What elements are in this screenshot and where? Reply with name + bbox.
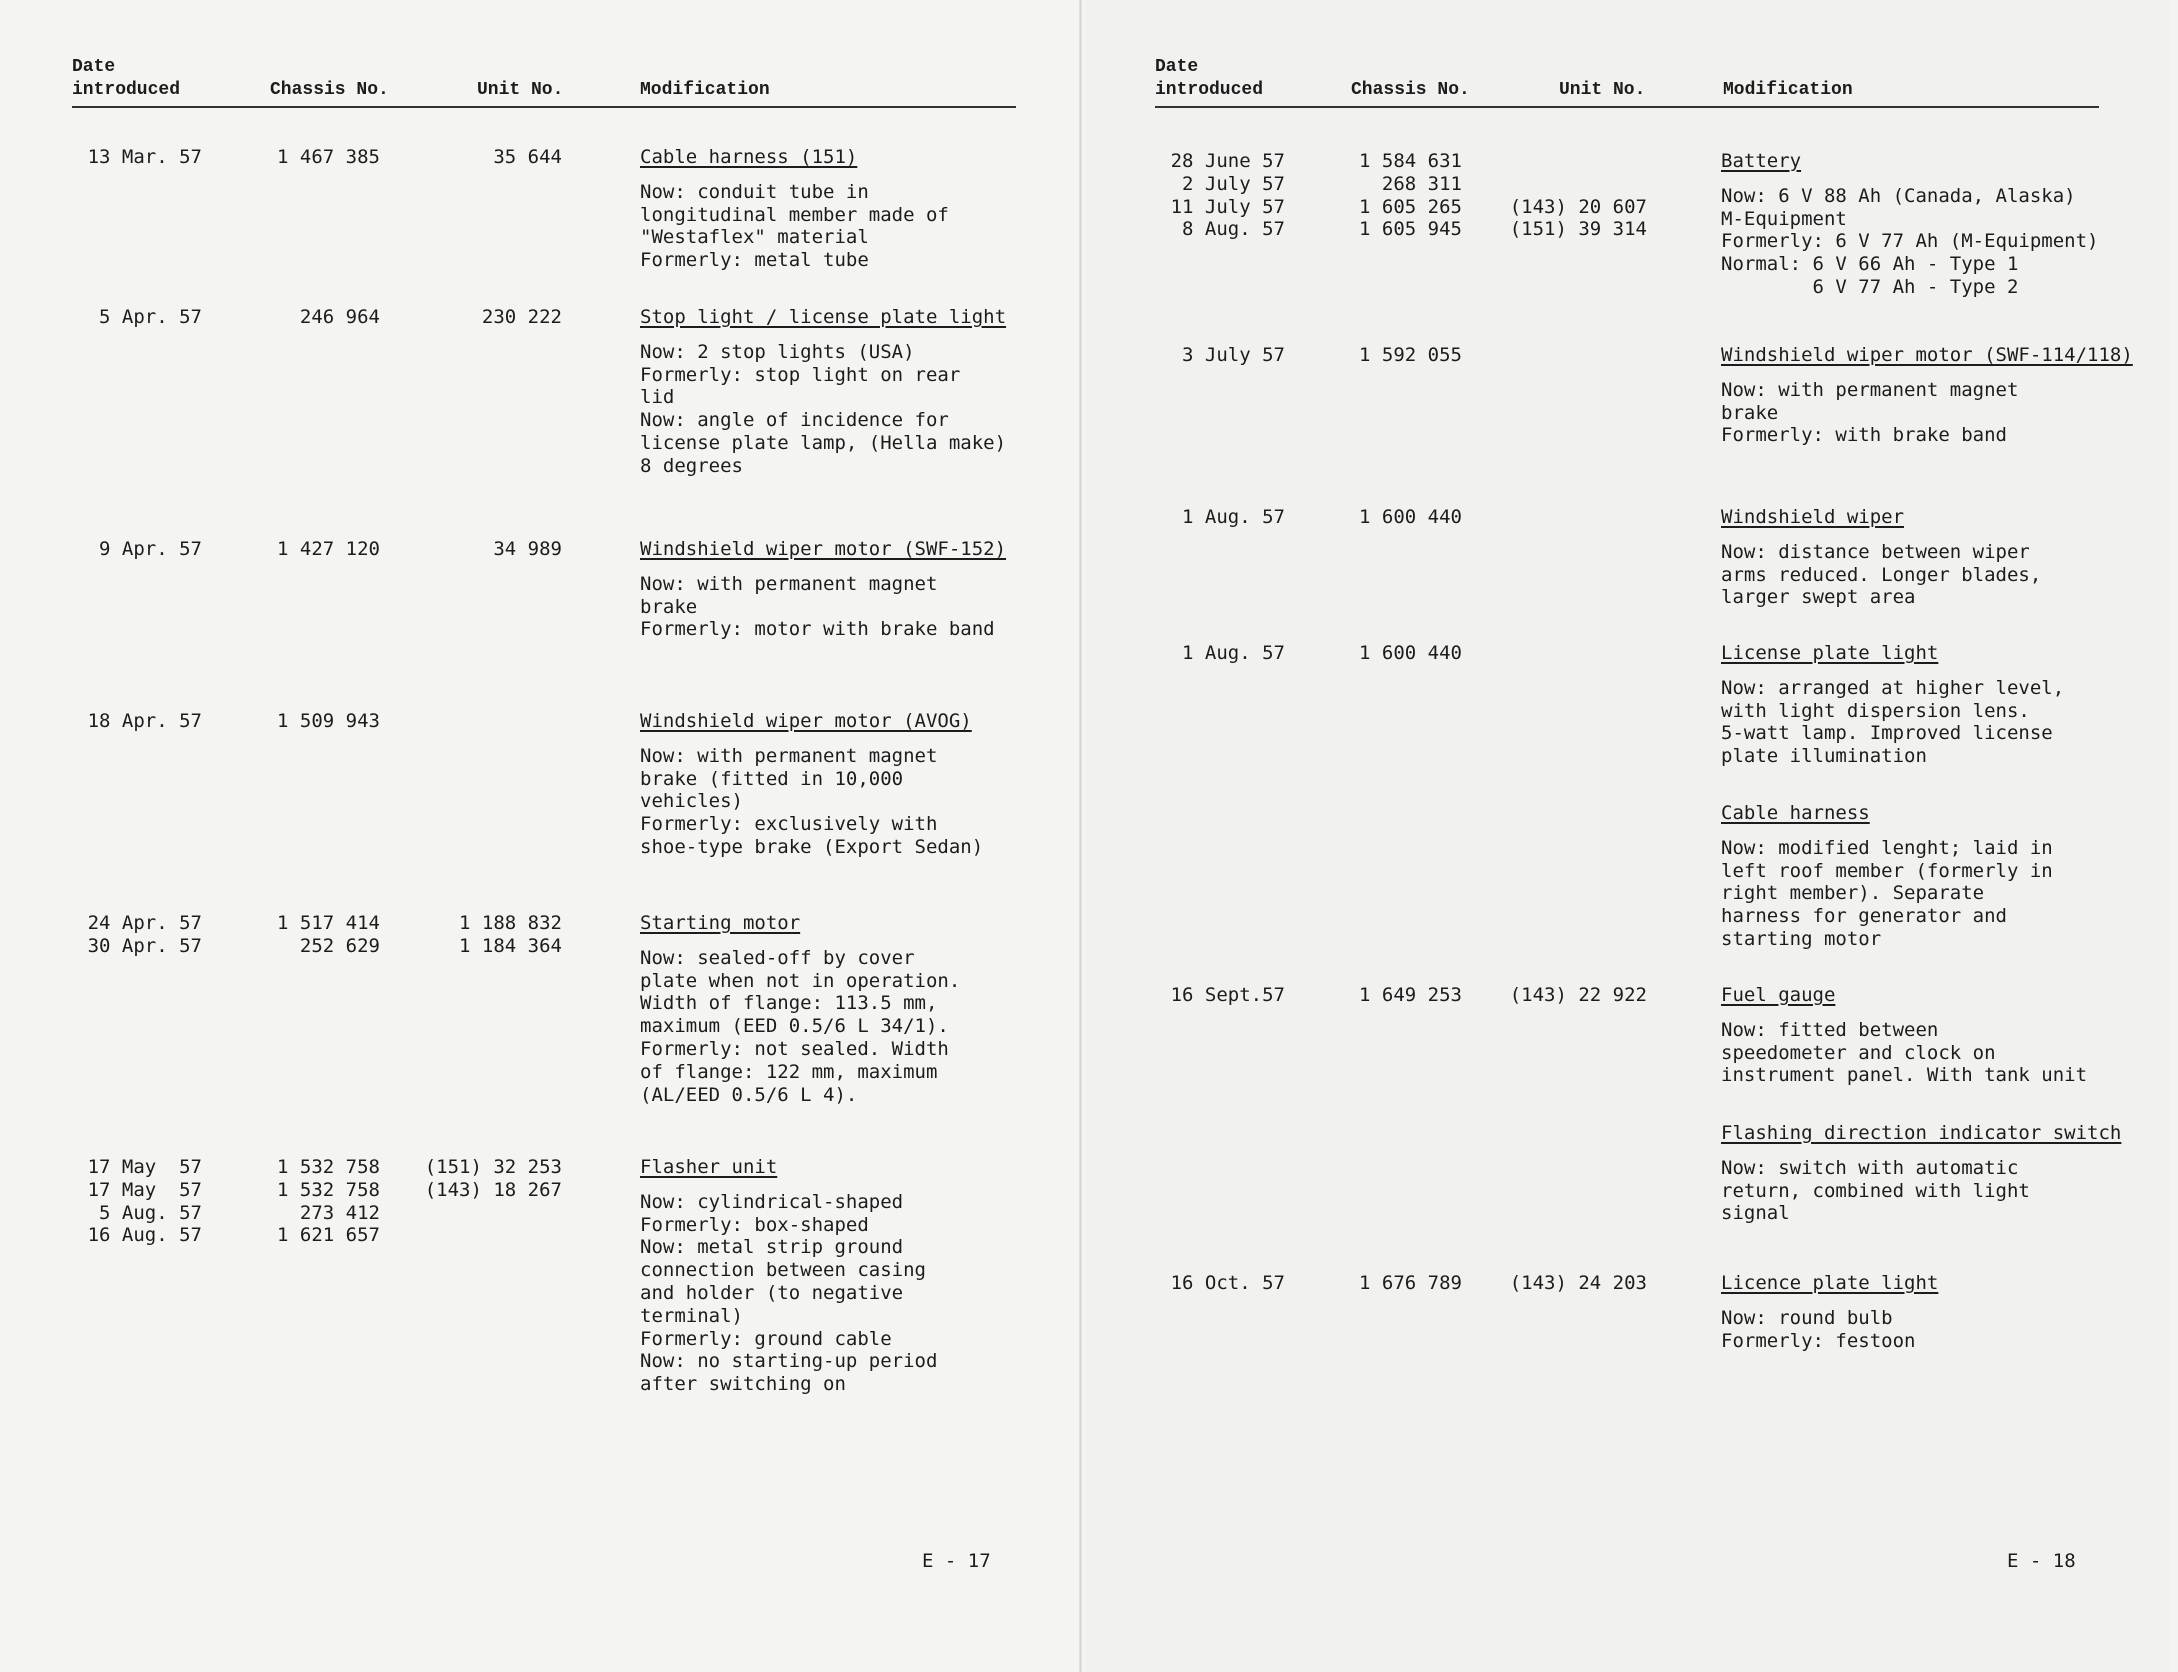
unit-cell: (143) 24 203 [1509,1272,1647,1294]
modification-line: harness for generator and [1721,905,2007,928]
modification-cell [1721,802,2141,951]
modification-title: Windshield wiper motor (SWF-114/118) [1721,344,2133,366]
chassis-cell: 1 467 385 [277,146,380,168]
modification-line: right member). Separate [1721,882,1985,905]
header-chassis: Chassis No. [270,80,389,100]
modification-line: Now: metal strip ground [640,1236,904,1259]
modification-line: of flange: 122 mm, maximum [640,1060,938,1083]
date-cell: 17 May 57 17 May 57 5 Aug. 57 16 Aug. 57 [87,1156,202,1247]
modification-line: (AL/EED 0.5/6 L 4). [640,1083,858,1106]
date-cell: 1 Aug. 57 [1182,506,1285,528]
modification-line: Now: 6 V 88 Ah (Canada, Alaska) [1721,184,2076,207]
unit-cell: 230 222 [481,306,562,328]
modification-line: speedometer and clock on [1721,1041,1996,1064]
page-number: E - 17 [922,1550,991,1572]
date-cell: 28 June 57 2 July 57 11 July 57 8 Aug. 57 [1170,150,1285,241]
modification-line: terminal) [640,1304,743,1327]
unit-cell: 34 989 [493,538,562,560]
modification-title: Fuel gauge [1721,984,1836,1006]
modification-line: Now: arranged at higher level, [1721,676,2065,699]
modification-title: Cable harness (151) [640,146,858,168]
modification-cell [1721,642,2141,768]
header-date: Date introduced [72,57,181,100]
modification-line: after switching on [640,1373,846,1396]
modification-line: Now: no starting-up period [640,1350,938,1373]
table-header-left [72,54,1016,108]
chassis-cell: 1 427 120 [277,538,380,560]
unit-cell: 35 644 [493,146,562,168]
chassis-cell: 1 509 943 [277,710,380,732]
modification-title: Licence plate light [1721,1272,1939,1294]
modification-title: Flasher unit [640,1156,778,1178]
modification-line: Formerly: with brake band [1721,424,2007,447]
modification-cell [1721,150,2141,299]
modification-cell [1721,1122,2141,1225]
chassis-cell: 1 676 789 [1359,1272,1462,1294]
modification-line: with light dispersion lens. [1721,699,2030,722]
modification-line: Formerly: box-shaped [640,1213,869,1236]
modification-title: Battery [1721,150,1802,172]
modification-line: Width of flange: 113.5 mm, [640,992,938,1015]
modification-cell [640,912,1060,1106]
modification-cell [1721,1272,2141,1352]
modification-line: connection between casing [640,1259,926,1282]
modification-line: Formerly: stop light on rear [640,363,961,386]
modification-title: Cable harness [1721,802,1870,824]
header-unit: Unit No. [477,80,564,100]
modification-line: plate illumination [1721,745,1927,768]
modification-cell [640,538,1060,641]
modification-line: starting motor [1721,927,1882,950]
modification-line: Now: switch with automatic [1721,1156,2019,1179]
header-unit: Unit No. [1559,80,1646,100]
modification-line: arms reduced. Longer blades, [1721,563,2042,586]
date-cell: 16 Oct. 57 [1170,1272,1285,1294]
modification-cell [1721,984,2141,1087]
modification-line: Formerly: festoon [1721,1329,1916,1352]
modification-line: Formerly: 6 V 77 Ah (M-Equipment) [1721,230,2099,253]
chassis-cell: 1 600 440 [1359,642,1462,664]
modification-line: longitudinal member made of [640,203,949,226]
modification-cell [640,146,1060,272]
modification-line: brake [1721,401,1779,424]
modification-title: Windshield wiper motor (SWF-152) [640,538,1007,560]
chassis-cell: 1 532 758 1 532 758 273 412 1 621 657 [277,1156,380,1247]
modification-title: Stop light / license plate light [640,306,1007,328]
modification-line: 5-watt lamp. Improved license [1721,722,2053,745]
modification-line: instrument panel. With tank unit [1721,1064,2088,1087]
chassis-cell: 1 592 055 [1359,344,1462,366]
chassis-cell: 1 517 414 252 629 [277,912,380,957]
date-cell: 9 Apr. 57 [99,538,202,560]
modification-cell [640,710,1060,859]
modification-title: Flashing direction indicator switch [1721,1122,2122,1144]
unit-cell: (151) 32 253 (143) 18 267 [424,1156,562,1201]
modification-title: Windshield wiper [1721,506,1905,528]
header-date: Date introduced [1155,57,1264,100]
modification-line: 8 degrees [640,454,743,477]
right-page [1085,0,2170,1672]
modification-line: Now: with permanent magnet [640,572,938,595]
modification-line: and holder (to negative [640,1281,904,1304]
date-cell: 18 Apr. 57 [87,710,202,732]
modification-line: "Westaflex" material [640,226,869,249]
date-cell: 24 Apr. 57 30 Apr. 57 [87,912,202,957]
modification-line: Now: angle of incidence for [640,409,949,432]
chassis-cell: 1 600 440 [1359,506,1462,528]
modification-line: Now: conduit tube in [640,180,869,203]
unit-cell: (143) 22 922 [1509,984,1647,1006]
modification-line: brake [640,595,698,618]
modification-line: Formerly: not sealed. Width [640,1037,949,1060]
modification-cell [640,1156,1060,1396]
modification-line: signal [1721,1202,1790,1225]
modification-line: brake (fitted in 10,000 [640,767,904,790]
date-cell: 3 July 57 [1182,344,1285,366]
modification-cell [1721,344,2141,447]
modification-line: Normal: 6 V 66 Ah - Type 1 [1721,253,2019,276]
modification-line: larger swept area [1721,586,1916,609]
date-cell: 13 Mar. 57 [87,146,202,168]
modification-line: left roof member (formerly in [1721,859,2053,882]
modification-line: Now: cylindrical-shaped [640,1190,904,1213]
modification-cell [640,306,1060,478]
modification-line: shoe-type brake (Export Sedan) [640,835,984,858]
modification-line: Formerly: exclusively with [640,813,938,836]
modification-line: Formerly: ground cable [640,1327,892,1350]
modification-line: Now: sealed-off by cover [640,946,915,969]
modification-line: Formerly: motor with brake band [640,618,995,641]
modification-line: vehicles) [640,790,743,813]
modification-cell [1721,506,2141,609]
date-cell: 1 Aug. 57 [1182,642,1285,664]
modification-line: Now: round bulb [1721,1306,1893,1329]
page-fold [1079,0,1082,1672]
unit-cell: 1 188 832 1 184 364 [459,912,562,957]
modification-line: lid [640,386,675,409]
chassis-cell: 246 964 [299,306,380,328]
modification-line: Formerly: metal tube [640,249,869,272]
chassis-cell: 1 649 253 [1359,984,1462,1006]
page-number: E - 18 [2007,1550,2076,1572]
modification-line: Now: fitted between [1721,1018,1939,1041]
modification-line: plate when not in operation. [640,969,961,992]
left-page [0,0,1085,1672]
chassis-cell: 1 584 631 268 311 1 605 265 1 605 945 [1359,150,1462,241]
header-chassis: Chassis No. [1351,80,1470,100]
date-cell: 16 Sept.57 [1170,984,1285,1006]
modification-title: Starting motor [640,912,801,934]
modification-line: 6 V 77 Ah - Type 2 [1721,275,2019,298]
table-header-right [1155,54,2099,108]
modification-line: Now: with permanent magnet [1721,378,2019,401]
modification-line: Now: 2 stop lights (USA) [640,340,915,363]
modification-title: License plate light [1721,642,1939,664]
header-modification: Modification [640,80,770,100]
unit-cell: (143) 20 607 (151) 39 314 [1509,195,1647,241]
modification-line: maximum (EED 0.5/6 L 34/1). [640,1015,949,1038]
modification-line: Now: with permanent magnet [640,744,938,767]
date-cell: 5 Apr. 57 [99,306,202,328]
modification-line: license plate lamp, (Hella make) [640,431,1007,454]
modification-line: Now: modified lenght; laid in [1721,836,2053,859]
modification-line: Now: distance between wiper [1721,540,2030,563]
modification-line: return, combined with light [1721,1179,2030,1202]
modification-title: Windshield wiper motor (AVOG) [640,710,972,732]
header-modification: Modification [1723,80,1853,100]
modification-line: M-Equipment [1721,207,1847,230]
